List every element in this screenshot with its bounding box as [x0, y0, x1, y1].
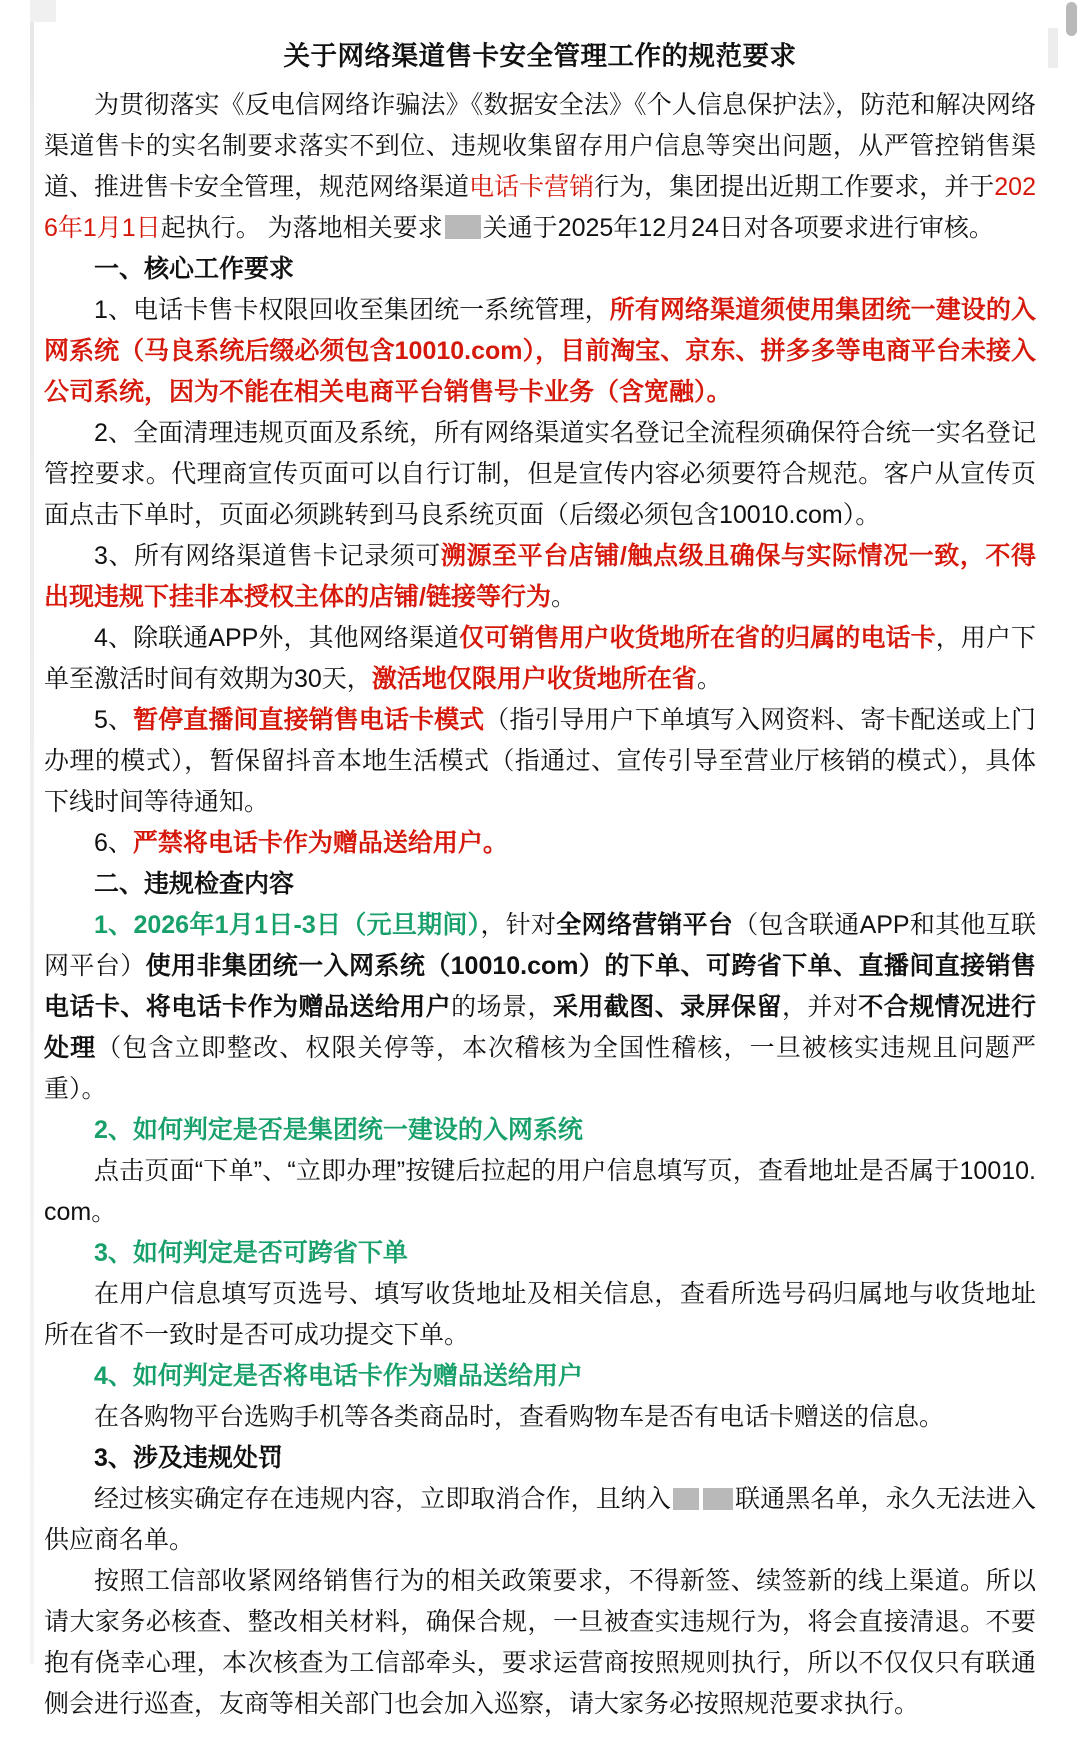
section-2-item-4-body: 在各购物平台选购手机等各类商品时，查看购物车是否有电话卡赠送的信息。	[94, 1403, 945, 1431]
intro-text-d: 关通于2025年12月24日对各项要求进行审核。	[482, 214, 994, 242]
section-2-item-1	[44, 905, 1036, 1110]
item6-lead: 6、	[94, 829, 133, 857]
intro-highlight-marketing: 电话卡营销	[469, 173, 595, 201]
item1-red-emphasis: 所有网络渠道须使用集团统一建设的入网系统（马良系统后缀必须包含10010.com），目前淘宝、京东、拼多多等电商平台未接入公司系统，因为不能在相关电商平台销售号卡业务（含宽融）。	[44, 296, 1036, 406]
section-1-item-2: 2、全面清理违规页面及系统，所有网络渠道实名登记全流程须确保符合统一实名登记管控要求。代理商宣传页面可以自行订制，但是宣传内容必须要符合规范。客户从宣传页面点击下单时，页面必须跳转到马良系统页面（后缀必须包含10010.com）。	[44, 419, 1036, 529]
scrollbar-thumb[interactable]	[1066, 2, 1077, 36]
section-1-item-5	[44, 700, 1036, 823]
section-2-heading: 二、违规检查内容	[94, 870, 295, 898]
item6-red-emphasis: 严禁将电话卡作为赠品送给用户。	[132, 829, 508, 857]
check-bold-scenarios: 使用非集团统一入网系统（10010.com）的下单、可跨省下单、直播间直接销售电话卡、将电话卡作为赠品送给用户	[44, 952, 1036, 1021]
item4-red-emphasis-2: 激活地仅限用户收货地所在省	[371, 665, 697, 693]
item4-tail: 。	[696, 665, 722, 693]
page-title: 关于网络渠道售卡安全管理工作的规范要求	[283, 41, 797, 71]
item3-red-emphasis: 溯源至平台店铺/触点级且确保与实际情况一致，不得出现违规下挂非本授权主体的店铺/链接等行为	[44, 542, 1036, 611]
item5-lead: 5、	[94, 706, 134, 734]
check-bold-handling: 不合规情况进行处理	[44, 993, 1036, 1062]
intro-paragraph	[44, 85, 1036, 249]
section-3-paragraph-2: 按照工信部收紧网络销售行为的相关政策要求，不得新签、续签新的线上渠道。所以请大家务必核查、整改相关材料，确保合规，一旦被查实违规行为，将会直接清退。不要抱有侥幸心理，本次核查为工信部牵头，要求运营商按照规则执行，所以不仅仅只有联通侧会进行巡查，友商等相关部门也会加入巡察，请大家务必按照规范要求执行。	[44, 1567, 1036, 1718]
check-period-highlight: 1、2026年1月1日-3日（元旦期间）	[94, 911, 481, 939]
check-text-4: ，并对	[781, 993, 859, 1021]
redacted-block-icon-3	[703, 1488, 733, 1510]
check-bold-platform: 全网络营销平台	[556, 911, 734, 939]
section-1-item-1	[44, 290, 1036, 413]
section-3-heading: 3、涉及违规处罚	[94, 1444, 283, 1472]
redacted-block-icon-2	[673, 1488, 699, 1510]
section-2-item-2-title: 2、如何判定是否是集团统一建设的入网系统	[94, 1116, 583, 1144]
page-corner-artifact	[30, 0, 56, 22]
check-text-2: （包含联通APP和其他互联网平台）	[44, 911, 1036, 980]
section-1-item-4	[44, 618, 1036, 700]
section-2-item-2-body: 点击页面“下单”、“立即办理”按键后拉起的用户信息填写页，查看地址是否属于10010.com。	[44, 1157, 1036, 1226]
item3-tail: 。	[550, 583, 576, 611]
item4-mid: ，用户下单至激活时间有效期为30天，	[44, 624, 1036, 693]
page-left-edge	[30, 0, 34, 1664]
item5-tail: （指引导用户下单填写入网资料、寄卡配送或上门办理的模式），暂保留抖音本地生活模式（指通过、宣传引导至营业厅核销的模式），具体下线时间等待通知。	[44, 706, 1036, 816]
penalty-text-a: 经过核实确定存在违规内容，立即取消合作，且纳入	[94, 1485, 671, 1513]
section-2-item-4-title: 4、如何判定是否将电话卡作为赠品送给用户	[94, 1362, 583, 1390]
section-1-item-3	[44, 536, 1036, 618]
intro-highlight-date: 2026年1月1日	[44, 173, 1036, 242]
penalty-text-b: 联通黑名单，永久无法进入供应商名单。	[44, 1485, 1036, 1554]
item3-lead: 3、所有网络渠道售卡记录须可	[94, 542, 441, 570]
check-bold-evidence: 采用截图、录屏保留	[552, 993, 782, 1021]
item5-red-emphasis: 暂停直播间直接销售电话卡模式	[133, 706, 485, 734]
section-2-item-3-body: 在用户信息填写页选号、填写收货地址及相关信息，查看所选号码归属地与收货地址所在省不一致时是否可成功提交下单。	[44, 1280, 1036, 1349]
page-right-edge-artifact	[1048, 28, 1058, 68]
item4-red-emphasis-1: 仅可销售用户收货地所在省的归属的电话卡	[459, 624, 936, 652]
intro-text-a: 为贯彻落实《反电信网络诈骗法》《数据安全法》《个人信息保护法》，防范和解决网络渠道售卡的实名制要求落实不到位、违规收集留存用户信息等突出问题，从严管控销售渠道、推进售卡安全管理，规范网络渠道	[44, 91, 1036, 201]
item4-lead: 4、除联通APP外，其他网络渠道	[94, 624, 460, 652]
section-2-item-3-title: 3、如何判定是否可跨省下单	[94, 1239, 408, 1267]
section-3-paragraph-1	[44, 1479, 1036, 1561]
check-text-3: 的场景，	[451, 993, 553, 1021]
redacted-block-icon	[445, 215, 481, 239]
intro-text-b: 行为，集团提出近期工作要求，并于	[594, 173, 995, 201]
check-text-1: ，针对	[480, 911, 557, 939]
item1-lead: 1、电话卡售卡权限回收至集团统一系统管理，	[94, 296, 610, 324]
check-text-5: （包含立即整改、权限关停等，本次稽核为全国性稽核，一旦被核实违规且问题严重）。	[44, 1034, 1036, 1103]
section-1-item-6	[44, 823, 1036, 864]
section-1-heading: 一、核心工作要求	[94, 255, 295, 283]
intro-text-c: 起执行。 为落地相关要求	[160, 214, 443, 242]
